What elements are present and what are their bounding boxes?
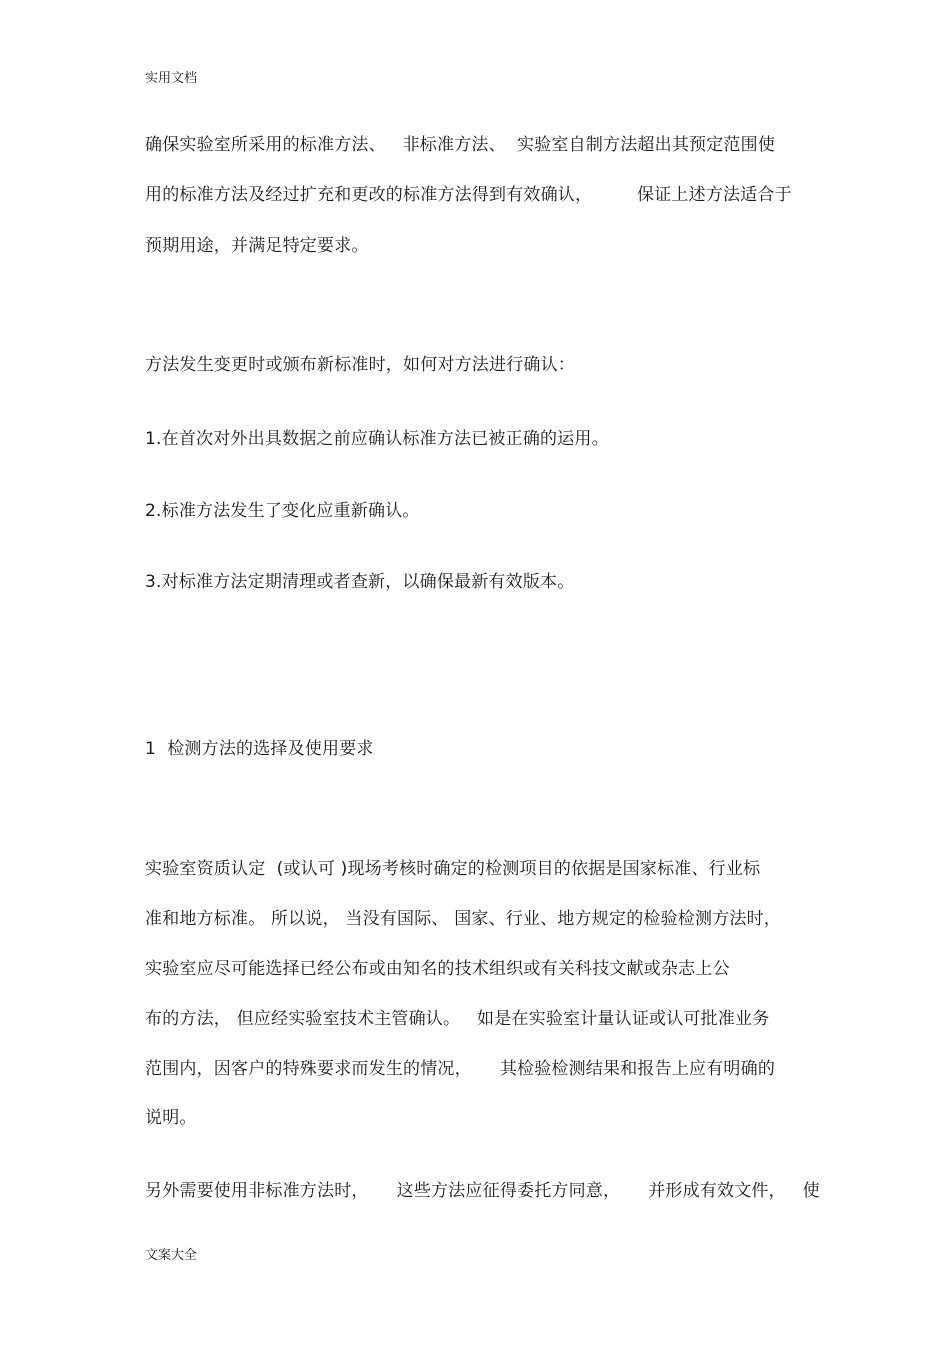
paragraph-line: 实验室资质认定 (或认可 )现场考核时确定的检测项目的依据是国家标准、行业标	[145, 859, 761, 879]
paragraph-line: 确保实验室所采用的标准方法、 非标准方法、 实验室自制方法超出其预定范围使	[145, 135, 776, 155]
paragraph-line: 预期用途，并满足特定要求。	[145, 236, 369, 256]
paragraph-line: 另外需要使用非标准方法时， 这些方法应征得委托方同意， 并形成有效文件， 使	[145, 1181, 820, 1201]
paragraph-line: 用的标准方法及经过扩充和更改的标准方法得到有效确认， 保证上述方法适合于	[145, 185, 792, 205]
page-footer: 文案大全	[145, 1248, 198, 1263]
list-item: 1.在首次对外出具数据之前应确认标准方法已被正确的运用。	[145, 429, 609, 449]
page-header: 实用文档	[145, 71, 198, 86]
paragraph-line: 布的方法， 但应经实验室技术主管确认。 如是在实验室计量认证或认可批准业务	[145, 1009, 770, 1029]
paragraph-line: 范围内，因客户的特殊要求而发生的情况， 其检验检测结果和报告上应有明确的	[145, 1059, 776, 1079]
section-heading: 1 检测方法的选择及使用要求	[145, 739, 374, 759]
paragraph-line: 说明。	[145, 1108, 197, 1128]
paragraph-line: 准和地方标准。 所以说， 当没有国际、 国家、行业、地方规定的检验检测方法时，	[145, 909, 782, 929]
list-item: 3.对标准方法定期清理或者查新，以确保最新有效版本。	[145, 572, 575, 592]
paragraph-line: 方法发生变更时或颁布新标准时，如何对方法进行确认：	[145, 355, 575, 375]
list-item: 2.标准方法发生了变化应重新确认。	[145, 501, 420, 521]
paragraph-line: 实验室应尽可能选择已经公布或由知名的技术组织或有关科技文献或杂志上公	[145, 959, 730, 979]
